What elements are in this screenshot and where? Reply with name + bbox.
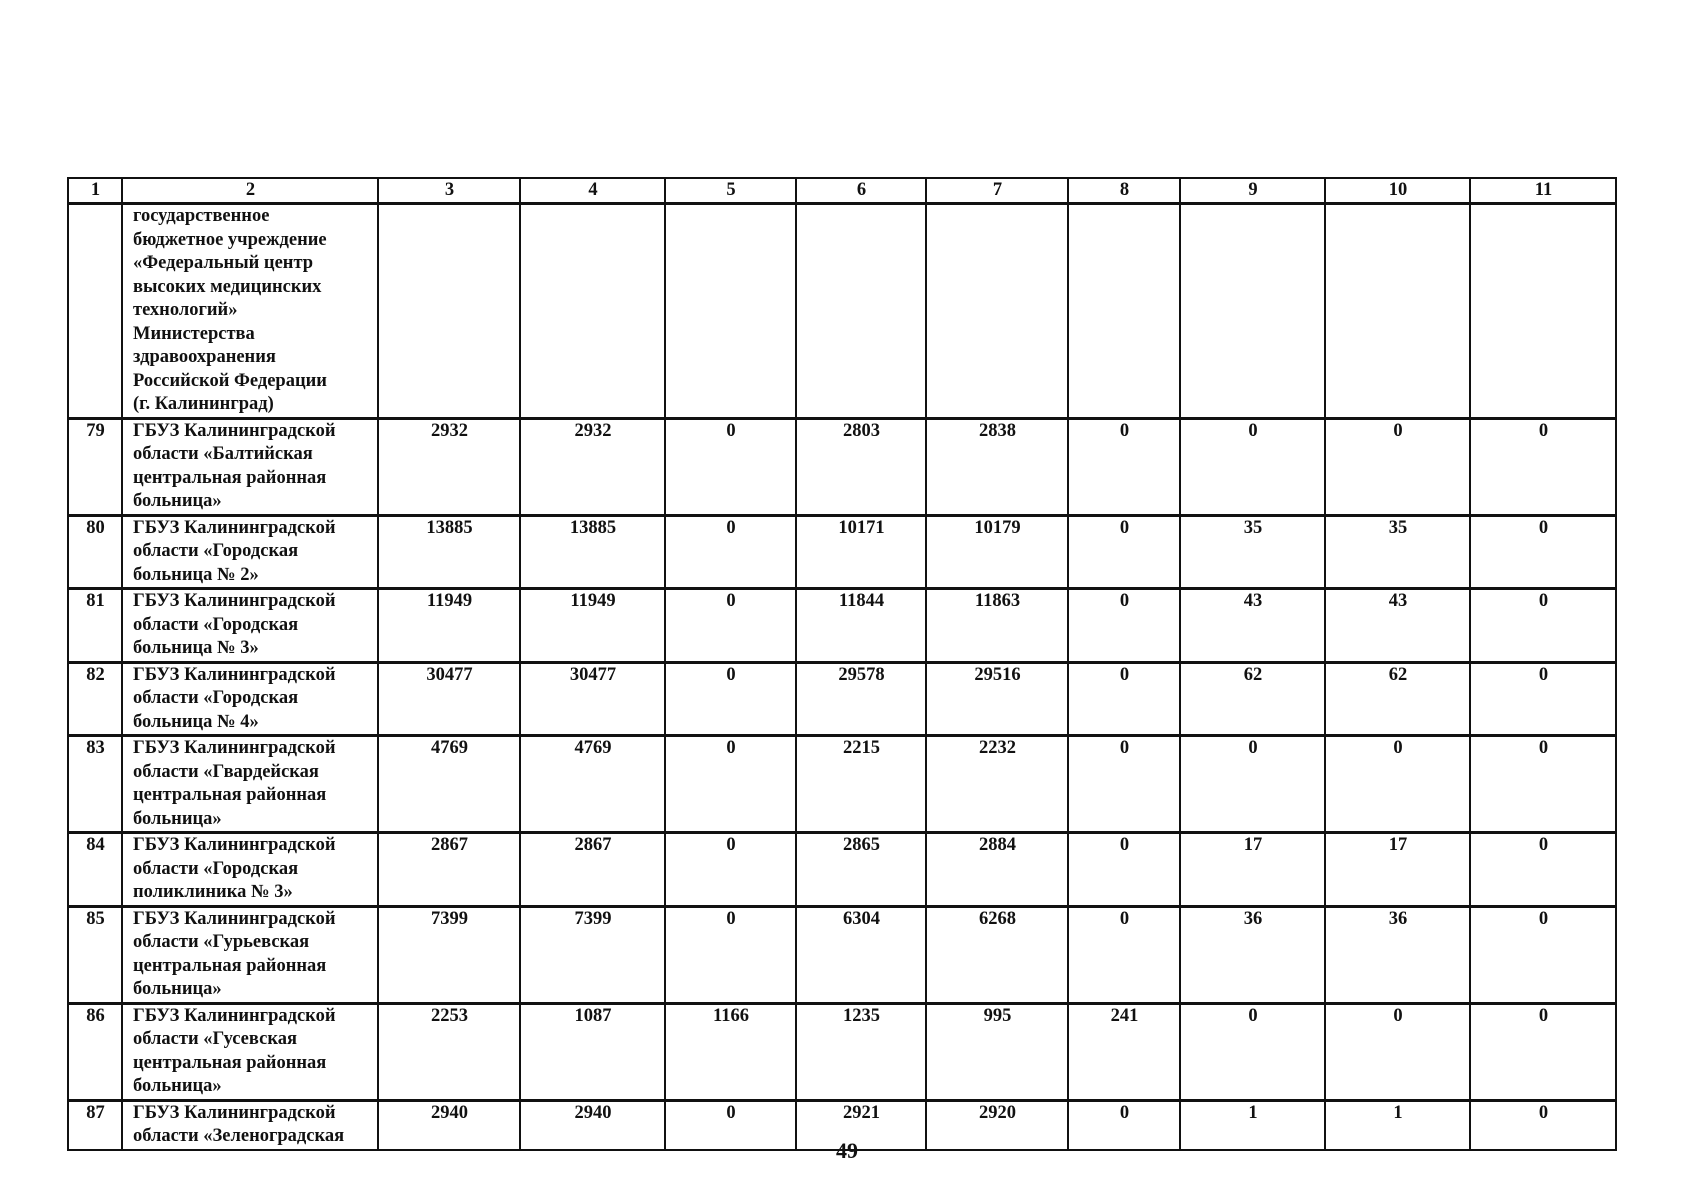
value-cell-col-3: 30477 <box>378 662 520 736</box>
row-number-cell: 80 <box>68 515 122 589</box>
institution-name-cell: ГБУЗ Калининградской области «Балтийская центральная районная больница» <box>122 418 378 515</box>
value-cell-col-10: 43 <box>1325 589 1470 663</box>
value-cell-col-11: 0 <box>1470 589 1616 663</box>
table-row <box>68 204 1616 419</box>
row-number-cell <box>68 204 122 419</box>
value-cell-col-11 <box>1470 204 1616 419</box>
column-header: 5 <box>665 178 796 204</box>
value-cell-col-4: 2867 <box>520 833 665 907</box>
value-cell-col-8: 0 <box>1068 418 1180 515</box>
value-cell-col-9: 62 <box>1180 662 1325 736</box>
row-number-cell: 86 <box>68 1003 122 1100</box>
column-header: 6 <box>796 178 926 204</box>
value-cell-col-9: 0 <box>1180 736 1325 833</box>
value-cell-col-11: 0 <box>1470 418 1616 515</box>
column-header: 4 <box>520 178 665 204</box>
value-cell-col-5: 0 <box>665 589 796 663</box>
value-cell-col-3: 4769 <box>378 736 520 833</box>
institution-name-cell: ГБУЗ Калининградской области «Городская больница № 4» <box>122 662 378 736</box>
value-cell-col-9: 0 <box>1180 1003 1325 1100</box>
value-cell-col-5: 0 <box>665 833 796 907</box>
value-cell-col-8: 0 <box>1068 515 1180 589</box>
value-cell-col-3: 11949 <box>378 589 520 663</box>
value-cell-col-3: 13885 <box>378 515 520 589</box>
institution-name-cell: ГБУЗ Калининградской области «Городская поликлиника № 3» <box>122 833 378 907</box>
value-cell-col-5 <box>665 204 796 419</box>
row-number-cell: 83 <box>68 736 122 833</box>
row-number-cell: 84 <box>68 833 122 907</box>
value-cell-col-11: 0 <box>1470 1100 1616 1150</box>
value-cell-col-11: 0 <box>1470 1003 1616 1100</box>
value-cell-col-4 <box>520 204 665 419</box>
value-cell-col-6: 2215 <box>796 736 926 833</box>
table-row <box>68 662 1616 736</box>
page-number: 49 <box>836 1138 858 1163</box>
value-cell-col-8: 0 <box>1068 833 1180 907</box>
value-cell-col-6: 10171 <box>796 515 926 589</box>
column-header: 7 <box>926 178 1068 204</box>
value-cell-col-3 <box>378 204 520 419</box>
value-cell-col-5: 0 <box>665 515 796 589</box>
value-cell-col-8: 0 <box>1068 906 1180 1003</box>
row-number-cell: 82 <box>68 662 122 736</box>
value-cell-col-4: 7399 <box>520 906 665 1003</box>
value-cell-col-4: 4769 <box>520 736 665 833</box>
table-row <box>68 589 1616 663</box>
value-cell-col-5: 0 <box>665 662 796 736</box>
institution-name-cell: ГБУЗ Калининградской области «Городская больница № 3» <box>122 589 378 663</box>
institution-name-cell: ГБУЗ Калининградской области «Гвардейская центральная районная больница» <box>122 736 378 833</box>
value-cell-col-8: 0 <box>1068 1100 1180 1150</box>
value-cell-col-7: 10179 <box>926 515 1068 589</box>
value-cell-col-11: 0 <box>1470 833 1616 907</box>
column-header: 1 <box>68 178 122 204</box>
value-cell-col-7: 2838 <box>926 418 1068 515</box>
value-cell-col-6: 2921 <box>796 1100 926 1150</box>
value-cell-col-8: 0 <box>1068 736 1180 833</box>
institution-name-cell: ГБУЗ Калининградской области «Гусевская центральная районная больница» <box>122 1003 378 1100</box>
value-cell-col-7: 2920 <box>926 1100 1068 1150</box>
value-cell-col-10: 0 <box>1325 736 1470 833</box>
institution-name-cell: государственное бюджетное учреждение «Федеральный центр высоких медицинских технологий» Министерства здравоохранения Российской Федерации (г. Калининград) <box>122 204 378 419</box>
value-cell-col-7 <box>926 204 1068 419</box>
institution-name-cell: ГБУЗ Калининградской области «Гурьевская центральная районная больница» <box>122 906 378 1003</box>
value-cell-col-5: 1166 <box>665 1003 796 1100</box>
value-cell-col-10: 1 <box>1325 1100 1470 1150</box>
value-cell-col-11: 0 <box>1470 662 1616 736</box>
value-cell-col-10: 0 <box>1325 1003 1470 1100</box>
column-header: 8 <box>1068 178 1180 204</box>
value-cell-col-6: 11844 <box>796 589 926 663</box>
value-cell-col-9: 43 <box>1180 589 1325 663</box>
table-row <box>68 418 1616 515</box>
value-cell-col-7: 2232 <box>926 736 1068 833</box>
value-cell-col-10: 62 <box>1325 662 1470 736</box>
value-cell-col-8: 0 <box>1068 662 1180 736</box>
value-cell-col-7: 29516 <box>926 662 1068 736</box>
value-cell-col-3: 2932 <box>378 418 520 515</box>
value-cell-col-5: 0 <box>665 1100 796 1150</box>
value-cell-col-6: 1235 <box>796 1003 926 1100</box>
row-number-cell: 79 <box>68 418 122 515</box>
value-cell-col-4: 2932 <box>520 418 665 515</box>
value-cell-col-6 <box>796 204 926 419</box>
value-cell-col-4: 11949 <box>520 589 665 663</box>
value-cell-col-9: 35 <box>1180 515 1325 589</box>
value-cell-col-9: 1 <box>1180 1100 1325 1150</box>
institution-name-cell: ГБУЗ Калининградской области «Зеленоградская <box>122 1100 378 1150</box>
value-cell-col-10: 35 <box>1325 515 1470 589</box>
value-cell-col-11: 0 <box>1470 906 1616 1003</box>
value-cell-col-6: 2803 <box>796 418 926 515</box>
column-header: 2 <box>122 178 378 204</box>
row-number-cell: 81 <box>68 589 122 663</box>
table-row <box>68 736 1616 833</box>
value-cell-col-8 <box>1068 204 1180 419</box>
column-header: 3 <box>378 178 520 204</box>
value-cell-col-7: 6268 <box>926 906 1068 1003</box>
column-header: 9 <box>1180 178 1325 204</box>
value-cell-col-6: 6304 <box>796 906 926 1003</box>
data-table <box>67 177 1617 1151</box>
value-cell-col-4: 1087 <box>520 1003 665 1100</box>
value-cell-col-8: 0 <box>1068 589 1180 663</box>
value-cell-col-11: 0 <box>1470 736 1616 833</box>
table-row <box>68 833 1616 907</box>
value-cell-col-10: 17 <box>1325 833 1470 907</box>
value-cell-col-6: 2865 <box>796 833 926 907</box>
value-cell-col-4: 13885 <box>520 515 665 589</box>
value-cell-col-5: 0 <box>665 736 796 833</box>
value-cell-col-3: 7399 <box>378 906 520 1003</box>
column-number-row <box>68 178 1616 204</box>
value-cell-col-9: 0 <box>1180 418 1325 515</box>
table-row <box>68 1003 1616 1100</box>
value-cell-col-10: 0 <box>1325 418 1470 515</box>
value-cell-col-9: 36 <box>1180 906 1325 1003</box>
value-cell-col-3: 2253 <box>378 1003 520 1100</box>
column-header: 11 <box>1470 178 1616 204</box>
table-row <box>68 906 1616 1003</box>
value-cell-col-5: 0 <box>665 418 796 515</box>
value-cell-col-8: 241 <box>1068 1003 1180 1100</box>
value-cell-col-7: 995 <box>926 1003 1068 1100</box>
value-cell-col-4: 30477 <box>520 662 665 736</box>
value-cell-col-6: 29578 <box>796 662 926 736</box>
value-cell-col-7: 11863 <box>926 589 1068 663</box>
table-row <box>68 515 1616 589</box>
value-cell-col-3: 2867 <box>378 833 520 907</box>
value-cell-col-3: 2940 <box>378 1100 520 1150</box>
row-number-cell: 85 <box>68 906 122 1003</box>
row-number-cell: 87 <box>68 1100 122 1150</box>
value-cell-col-4: 2940 <box>520 1100 665 1150</box>
institution-name-cell: ГБУЗ Калининградской области «Городская больница № 2» <box>122 515 378 589</box>
value-cell-col-5: 0 <box>665 906 796 1003</box>
value-cell-col-10 <box>1325 204 1470 419</box>
value-cell-col-11: 0 <box>1470 515 1616 589</box>
value-cell-col-7: 2884 <box>926 833 1068 907</box>
value-cell-col-10: 36 <box>1325 906 1470 1003</box>
value-cell-col-9 <box>1180 204 1325 419</box>
column-header: 10 <box>1325 178 1470 204</box>
value-cell-col-9: 17 <box>1180 833 1325 907</box>
